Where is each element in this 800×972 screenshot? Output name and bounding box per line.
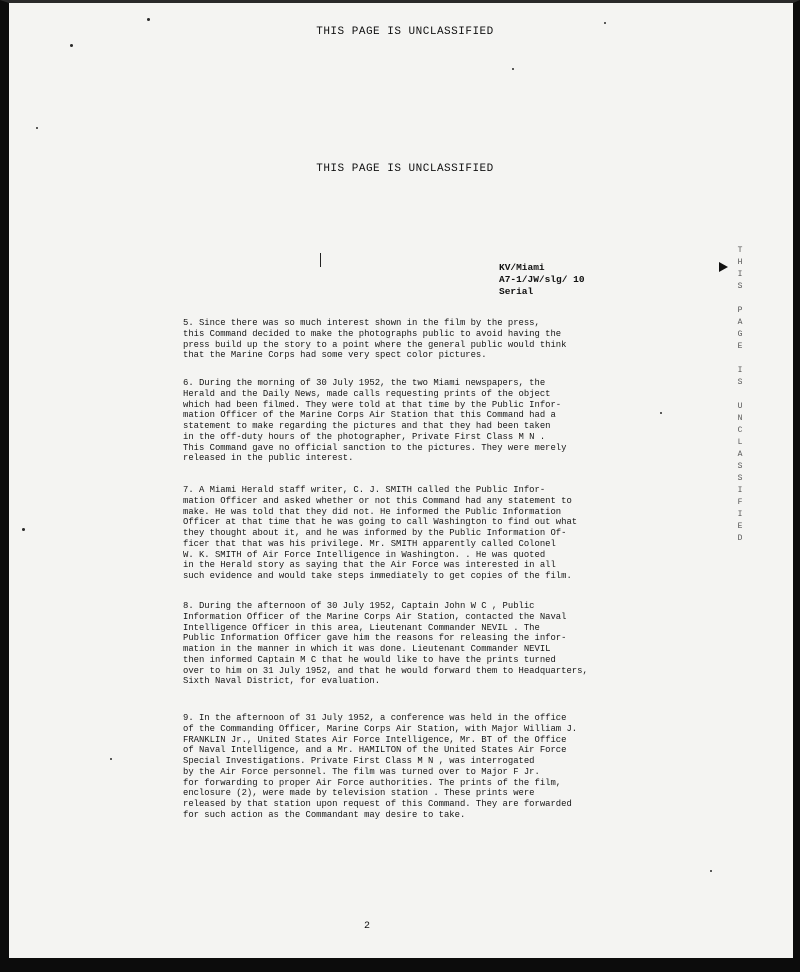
vertical-classification-stamp xyxy=(733,245,747,545)
classification-stamp-heading: THIS PAGE IS UNCLASSIFIED xyxy=(316,163,494,175)
reference-office: KV/Miami xyxy=(499,262,545,273)
paragraph-7: 7. A Miami Herald staff writer, C. J. SMITH called the Public Infor- mation Officer and asked whether or not this Command had any statement to make. He was told that they did not. He informed the Public Information Officer at that time that he was going to call Washington to find out what they thought about it, and he was informed by the Public Information Of- ficer that that was his privilege. Mr. SMITH apparently called Colonel W. K. SMITH of Air Force Intelligence in Washington. . He was quoted in the Herald story as saying that the Air Force was interested in all such evidence and would take steps immediately to get copies of the film. xyxy=(183,485,578,581)
classification-stamp-top: THIS PAGE IS UNCLASSIFIED xyxy=(316,26,494,38)
scan-speck xyxy=(604,22,606,24)
scan-speck xyxy=(36,127,38,129)
reference-serial: Serial xyxy=(499,286,534,297)
reference-block xyxy=(499,262,585,298)
page-number: 2 xyxy=(364,921,371,932)
paragraph-6: 6. During the morning of 30 July 1952, the two Miami newspapers, the Herald and the Daily News, made calls requesting prints of the object which had been filmed. They were told at that time by the Public Infor- mation Officer of the Marine Corps Air Station that this Command had a statement to make regarding the pictures and that they had been taken in the off-duty hours of the photographer, Private First Class M N . This Command gave no official sanction to the pictures. They were merely released in the public interest. xyxy=(183,378,567,464)
paragraph-8: 8. During the afternoon of 30 July 1952, Captain John W C , Public Information Officer of the Marine Corps Air Station, contacted the Naval Intelligence Officer in this area, Lieutenant Commander NEVIL . The Public Information Officer gave him the reasons for releasing the infor- mation in the manner in which it was done. Lieutenant Commander NEVIL then informed Captain M C that he would like to have the prints turned over to him on 31 July 1952, and that he would forward them to Headquarters, Sixth Naval District, for evaluation. xyxy=(183,601,588,687)
scan-speck xyxy=(22,528,25,531)
scan-speck xyxy=(660,412,662,414)
margin-arrow-icon xyxy=(719,262,728,272)
scan-speck xyxy=(512,68,514,70)
scan-speck xyxy=(710,870,712,872)
margin-tick-mark xyxy=(320,253,321,267)
paragraph-9: 9. In the afternoon of 31 July 1952, a conference was held in the office of the Commanding Officer, Marine Corps Air Station, with Major William J. FRANKLIN Jr., United States Air Force Intelligence, Mr. BT of the Office of Naval Intelligence, and a Mr. HAMILTON of the United States Air Force Special Investigations. Private First Class M N , was interrogated by the Air Force personnel. The film was turned over to Major F Jr. for forwarding to proper Air Force authorities. The prints of the film, enclosure (2), were made by television station . These prints were released by that station upon request of this Command. They are forwarded for such action as the Commandant may desire to take. xyxy=(183,713,578,820)
reference-file-code: A7-1/JW/slg/ 10 xyxy=(499,274,585,285)
vertical-stamp-text: T H I S P A G E I S U N C L A S S I F I E D xyxy=(737,246,743,543)
scan-speck xyxy=(110,758,112,760)
paragraph-5: 5. Since there was so much interest shown in the film by the press, this Command decided to make the photographs public to avoid having the press build up the story to a point where the general public would think that the Marine Corps had some very spect color pictures. xyxy=(183,318,567,361)
scan-speck xyxy=(147,18,150,21)
scan-speck xyxy=(70,44,73,47)
